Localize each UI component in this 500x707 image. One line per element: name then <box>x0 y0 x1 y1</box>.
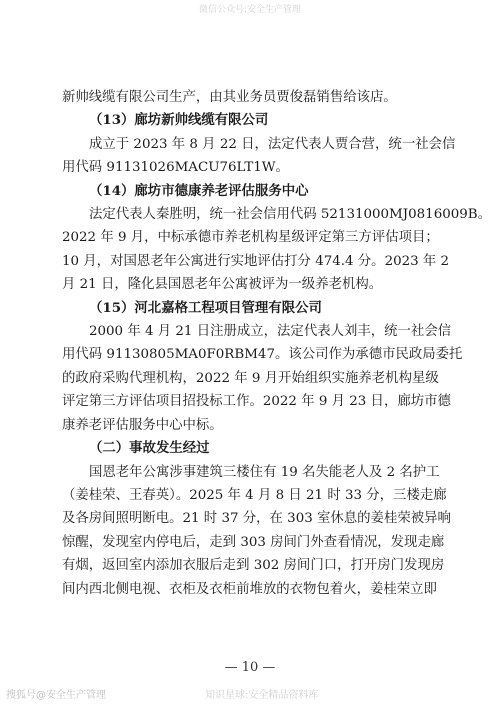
section-heading: （14）廊坊市德康养老评估服务中心 <box>89 182 309 199</box>
text-line: 法定代表人秦胜明，统一社会信用代码 52131000MJ0816009B。 <box>89 207 491 223</box>
document-body <box>62 86 491 601</box>
text-line: （姜桂荣、王春英）。2025 年 4 月 8 日 21 时 33 分，三楼走廊 <box>62 487 447 503</box>
section-heading: （13）廊坊新帅线缆有限公司 <box>89 112 269 129</box>
text-line: 国恩老年公寓涉事建筑三楼住有 19 名失能老人及 2 名护工 <box>89 464 440 480</box>
text-line: 2022 年 9 月，中标承德市养老机构星级评定第三方评估项目； <box>62 230 439 246</box>
text-line: 新帅线缆有限公司生产，由其业务员贾俊磊销售给该店。 <box>62 90 397 105</box>
text-line: 用代码 91131026MACU76LT1W。 <box>62 160 289 176</box>
section-heading: （二）事故发生经过 <box>89 440 210 457</box>
watermark-bottom-left: 搜狐号@安全生产管理 <box>6 690 106 701</box>
section-heading: （15）河北嘉格工程项目管理有限公司 <box>89 299 322 316</box>
text-line: 及各房间照明断电。21 时 37 分，在 303 室休息的姜桂荣被异响 <box>62 511 451 527</box>
page-number: — 10 — <box>224 660 276 675</box>
text-line: 2000 年 4 月 21 日注册成立，法定代表人刘丰，统一社会信 <box>89 324 452 340</box>
text-line: 的政府采购代理机构，2022 年 9 月开始组织实施养老机构星级 <box>62 370 439 386</box>
text-line: 评定第三方评估项目招投标工作。2022 年 9 月 23 日，廊坊市德 <box>62 394 451 410</box>
text-line: 有烟，返回室内添加衣服后走到 302 房间门口，打开房门发现房 <box>62 558 445 574</box>
watermark-top: 微信公众号:安全生产管理 <box>198 5 302 15</box>
text-line: 月 21 日，隆化县国恩老年公寓被评为一级养老机构。 <box>62 277 383 293</box>
text-line: 康养老评估服务中心中标。 <box>62 417 223 433</box>
text-line: 10 月，对国恩老年公寓进行实地评估打分 474.4 分。2023 年 2 <box>62 253 450 269</box>
text-line: 间内西北侧电视、衣柜及衣柜前堆放的衣物包着火，姜桂荣立即 <box>62 581 437 597</box>
watermark-bottom-center: 知识星球:安全精品资料库 <box>205 690 319 701</box>
text-line: 用代码 91130805MA0F0RBM47。该公司作为承德市民政局委托 <box>62 347 463 363</box>
text-line: 惊醒，发现室内停电后，走到 303 房间门外查看情况，发现走廊 <box>62 534 445 550</box>
text-line: 成立于 2023 年 8 月 22 日，法定代表人贾合营，统一社会信 <box>89 136 456 152</box>
